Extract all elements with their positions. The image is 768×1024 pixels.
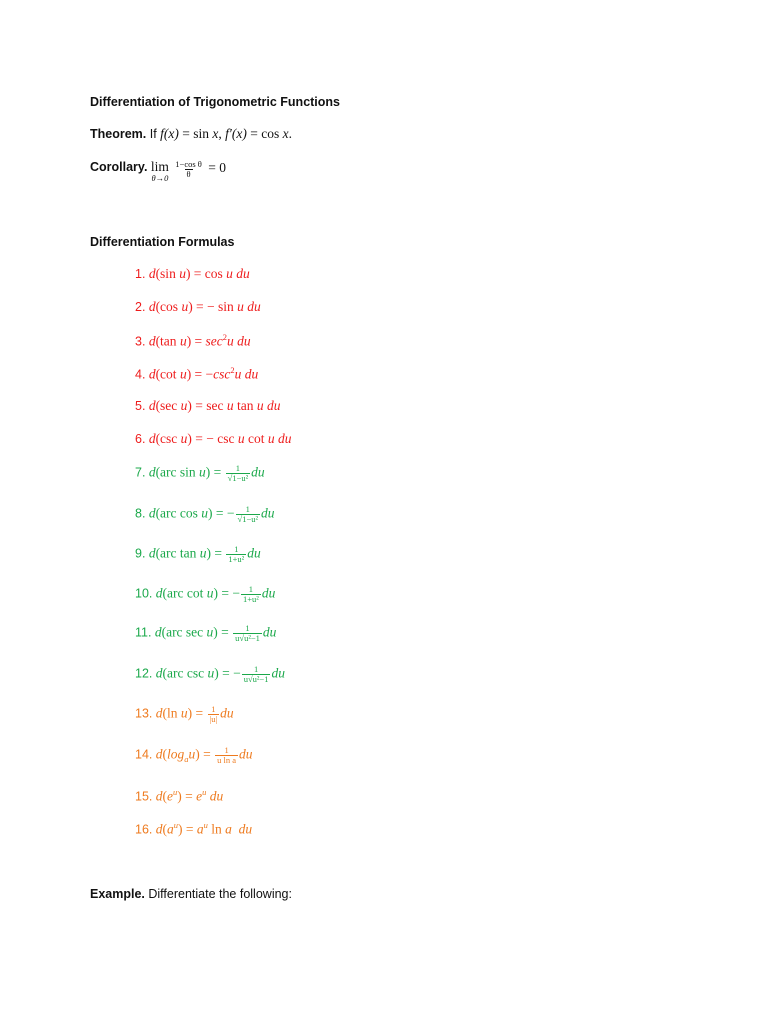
corollary: Corollary. lim θ→0 $\frac{\text{1−cos θ}}{\theta}$ = 0 bbox=[90, 159, 226, 183]
formula-12: 12. d(arc csc u) = − $\frac{1}{\text{u√u²−1}}$ du bbox=[135, 664, 285, 684]
fraction: $\frac{1}{\text{u√u²−1}}$ bbox=[243, 664, 269, 684]
formula-7: 7. d(arc sin u) = $\frac{1}{\text{√1−u²}}$ du bbox=[135, 463, 265, 483]
fraction: $\frac{1}{\text{√1−u²}}$ bbox=[227, 463, 249, 483]
formula-13: 13. d(ln u) = $\frac{1}{|u|}$ du bbox=[135, 704, 234, 724]
corollary-label: Corollary. bbox=[90, 160, 148, 174]
fraction: $\frac{1}{\text{u√u²−1}}$ bbox=[235, 623, 260, 643]
limit-expression: lim θ→0 bbox=[150, 159, 169, 183]
fraction: $\frac{1}{\text{1+u²}}$ bbox=[242, 584, 259, 604]
formula-16: 16. $d(a^u) = a^u$ ln a du bbox=[135, 820, 253, 837]
formulas-heading: Differentiation Formulas bbox=[90, 235, 235, 249]
theorem: Theorem. If f(x) = sin x, f′(x) = cos x. bbox=[90, 126, 292, 141]
formula-10: 10. d(arc cot u) = − $\frac{1}{\text{1+u²}}$ du bbox=[135, 584, 276, 604]
formula-6: 6. d(csc u) = − csc u cot u du bbox=[135, 431, 292, 446]
formula-8: 8. d(arc cos u) = − $\frac{1}{\text{√1−u²}}$ du bbox=[135, 504, 275, 524]
formula-15: 15. $d(e^u) = e^u$ du bbox=[135, 787, 224, 804]
fraction: $\frac{1}{\text{√1−u²}}$ bbox=[237, 504, 259, 524]
corollary-fraction: $\frac{\text{1−cos θ}}{\theta}$ bbox=[175, 159, 202, 179]
formula-14: 14. $d(\log_au)$ = $\frac{1}{\text{u ln a}}$ du bbox=[135, 745, 253, 765]
example bbox=[90, 887, 292, 901]
formula-5: 5. d(sec u) = sec u tan u du bbox=[135, 398, 281, 413]
page-title: Differentiation of Trigonometric Functions bbox=[90, 95, 340, 109]
formula-2: 2. d(cos u) = − sin u du bbox=[135, 299, 261, 314]
formula-1: 1. d(sin u) = cos u du bbox=[135, 266, 250, 281]
example-label: Example. bbox=[90, 887, 145, 901]
fraction: $\frac{1}{\text{u ln a}}$ bbox=[217, 745, 237, 765]
fraction: $\frac{1}{\text{1+u²}}$ bbox=[228, 544, 245, 564]
formula-9: 9. d(arc tan u) = $\frac{1}{\text{1+u²}}$ du bbox=[135, 544, 261, 564]
fraction: $\frac{1}{|u|}$ bbox=[209, 704, 218, 724]
formula-11: 11. d(arc sec u) = $\frac{1}{\text{u√u²−1}}$ du bbox=[135, 623, 277, 643]
formula-3: 3. d(tan $u) = \sec^2u$ du bbox=[135, 332, 251, 349]
example-text: Differentiate the following: bbox=[144, 887, 292, 901]
theorem-label: Theorem. bbox=[90, 127, 147, 141]
formula-4: 4. d(cot $u) = -\csc^2u$ du bbox=[135, 365, 259, 382]
